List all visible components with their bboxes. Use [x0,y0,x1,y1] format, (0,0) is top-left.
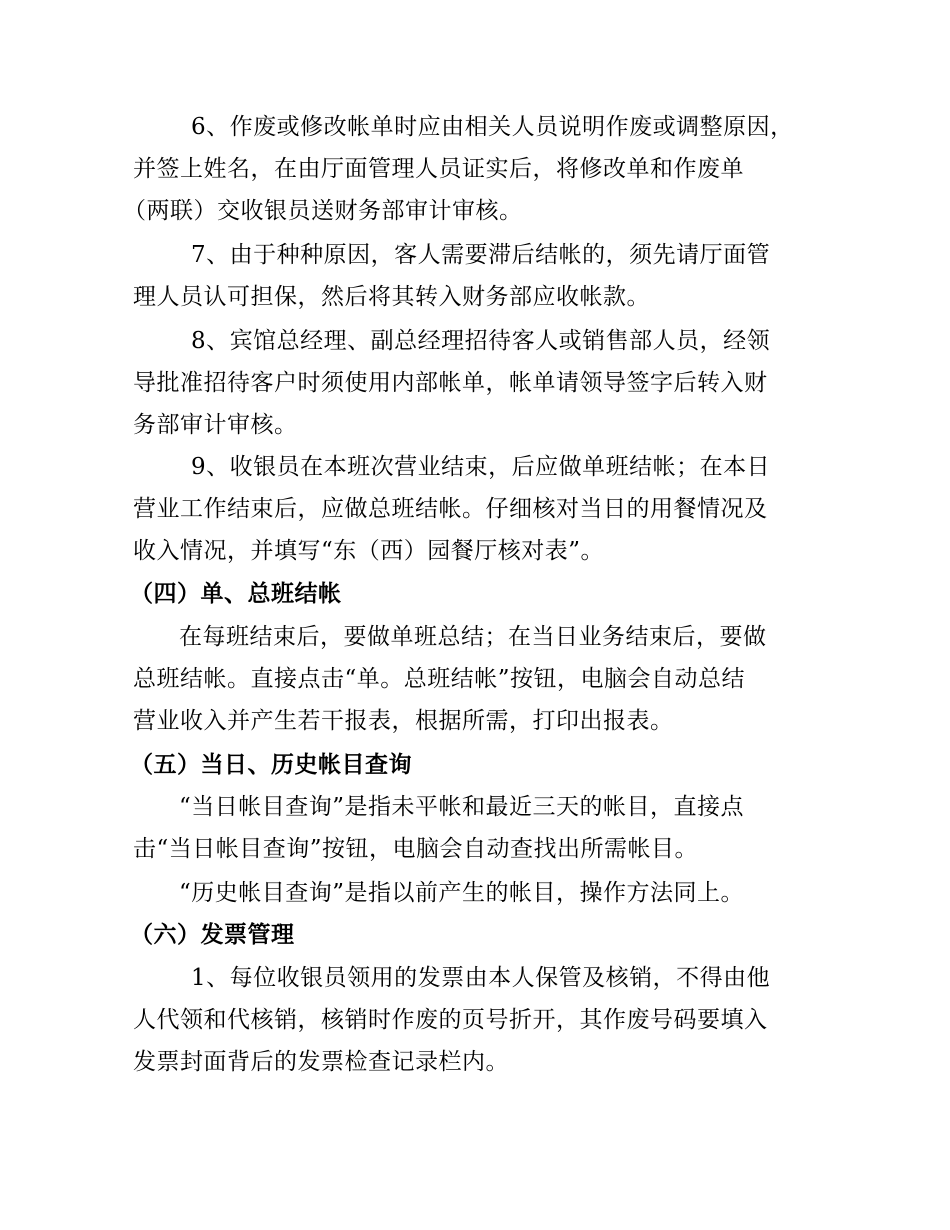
paragraph-item-8 [133,320,823,446]
section-heading-6: （六）发票管理 [130,922,295,948]
text-line: 1、每位收银员领用的发票由本人保管及核销，不得由他 [191,965,771,991]
text-line: 在每班结束后，要做单班总结；在当日业务结束后，要做 [179,624,767,650]
text-line: 总班结帐。直接点击“单。总班结帐”按钮，电脑会自动总结 [133,666,746,692]
section-heading-5: （五）当日、历史帐目查询 [130,752,412,778]
text-line: 营业收入并产生若干报表，根据所需，打印出报表。 [133,708,674,734]
text-line: 导批准招待客户时须使用内部帐单，帐单请领导签字后转入财 [133,370,768,396]
text-line: 务部审计审核。 [133,412,298,438]
text-line: 6、作废或修改帐单时应由相关人员说明作废或调整原因， [191,114,794,140]
text-line: 并签上姓名，在由厅面管理人员证实后，将修改单和作废单 [133,156,744,182]
text-line: 9、收银员在本班次营业结束，后应做单班结帐；在本日 [191,454,771,480]
text-line: 7、由于种种原因，客人需要滞后结帐的，须先请厅面管 [191,242,771,268]
text-line: “当日帐目查询”是指未平帐和最近三天的帐目，直接点 [179,794,745,820]
text-line: 击“当日帐目查询”按钮，电脑会自动查找出所需帐目。 [133,836,699,862]
text-line: 8、宾馆总经理、副总经理招待客人或销售部人员，经领 [191,328,771,354]
text-line: 营业工作结束后，应做总班结帐。仔细核对当日的用餐情况及 [133,496,768,522]
paragraph-item-7 [133,234,823,318]
text-line: （两联）交收银员送财务部审计审核。 [123,198,523,224]
paragraph-item-6 [123,106,823,232]
paragraph-section-4 [133,616,823,742]
text-line: 理人员认可担保，然后将其转入财务部应收帐款。 [133,284,650,310]
text-line: 收入情况，并填写“东（西）园餐厅核对表”。 [133,538,605,564]
text-line: 人代领和代核销，核销时作废的页号折开，其作废号码要填入 [133,1007,768,1033]
paragraph-item-9 [133,446,823,572]
section-heading-4: （四）单、总班结帐 [130,581,342,607]
paragraph-section-5b [133,872,823,914]
text-line: “历史帐目查询”是指以前产生的帐目，操作方法同上。 [179,880,745,906]
paragraph-section-6-item-1 [133,957,823,1083]
text-line: 发票封面背后的发票检查记录栏内。 [133,1049,509,1075]
paragraph-section-5a [133,786,823,870]
